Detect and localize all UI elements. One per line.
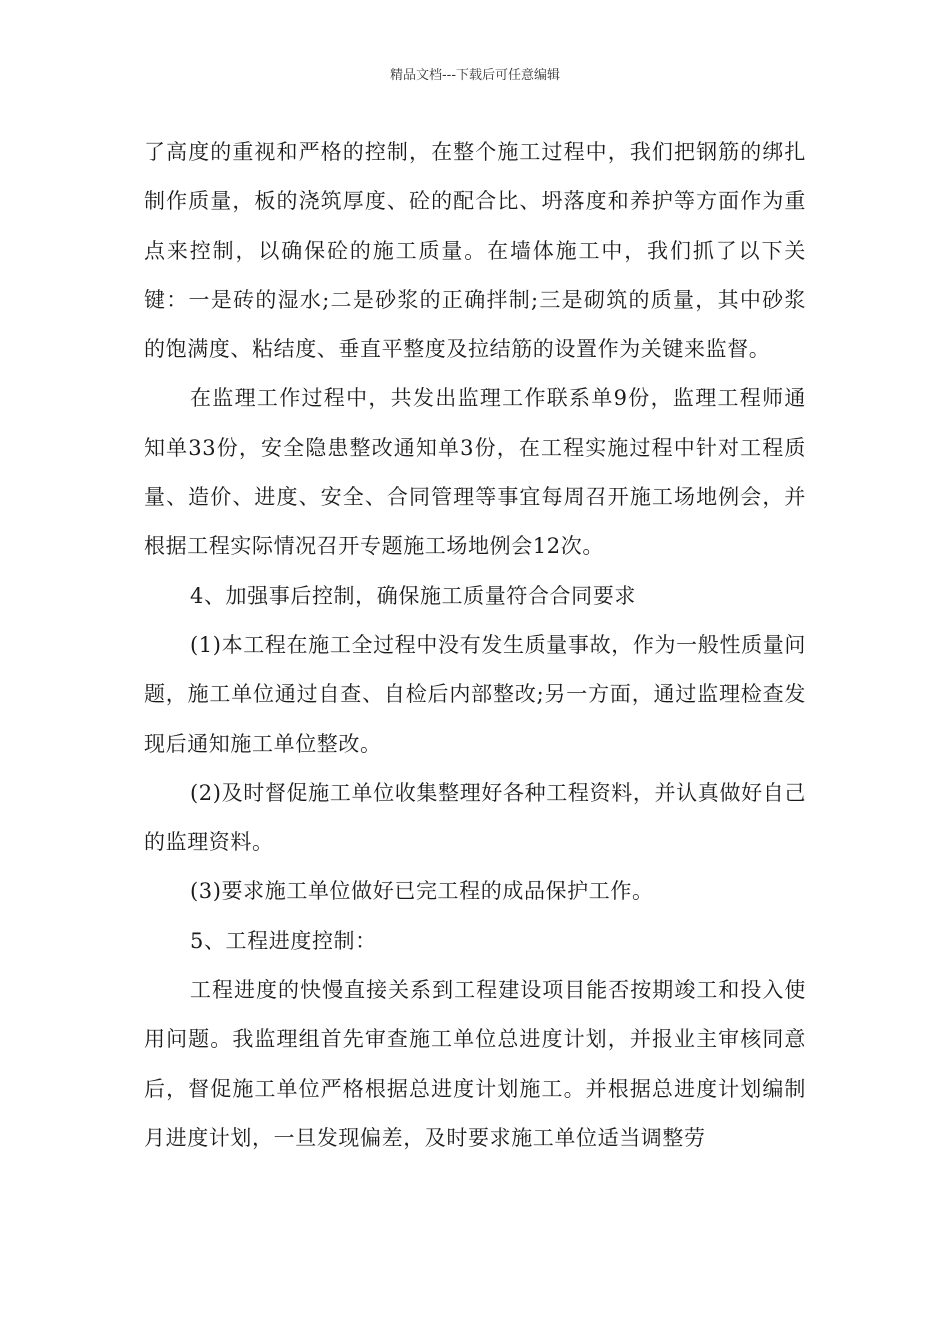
- paragraph-item-2: (2)及时督促施工单位收集整理好各种工程资料，并认真做好自己的监理资料。: [144, 780, 806, 855]
- section-heading-4: 4、加强事后控制，确保施工质量符合合同要求: [190, 583, 636, 608]
- paragraph-continued: 了高度的重视和严格的控制，在整个施工过程中，我们把钢筋的绑扎制作质量，板的浇筑厚度、砼的配合比、坍落度和养护等方面作为重点来控制，以确保砼的施工质量。在墙体施工中，我们抓了以下关键：一是砖的湿水;二是砂浆的正确拌制;三是砌筑的质量，其中砂浆的饱满度、粘结度、垂直平整度及拉结筋的设置作为关键来监督。: [144, 140, 806, 362]
- paragraph-item-1: (1)本工程在施工全过程中没有发生质量事故，作为一般性质量问题，施工单位通过自查、自检后内部整改;另一方面，通过监理检查发现后通知施工单位整改。: [144, 632, 806, 756]
- paragraph-item-3: (3)要求施工单位做好已完工程的成品保护工作。: [190, 879, 654, 904]
- document-body: [144, 128, 806, 1163]
- page-header: 精品文档---下载后可任意编辑: [389, 68, 561, 83]
- paragraph-notices: 在监理工作过程中，共发出监理工作联系单9份，监理工程师通知单33份，安全隐患整改通知单3份，在工程实施过程中针对工程质量、造价、进度、安全、合同管理等事宜每周召开施工场地例会，并根据工程实际情况召开专题施工场地例会12次。: [144, 386, 806, 559]
- section-heading-5: 5、工程进度控制：: [190, 928, 377, 953]
- paragraph-progress: 工程进度的快慢直接关系到工程建设项目能否按期竣工和投入使用问题。我监理组首先审查施工单位总进度计划，并报业主审核同意后，督促施工单位严格根据总进度计划施工。并根据总进度计划编制月进度计划，一旦发现偏差，及时要求施工单位适当调整劳: [144, 978, 806, 1150]
